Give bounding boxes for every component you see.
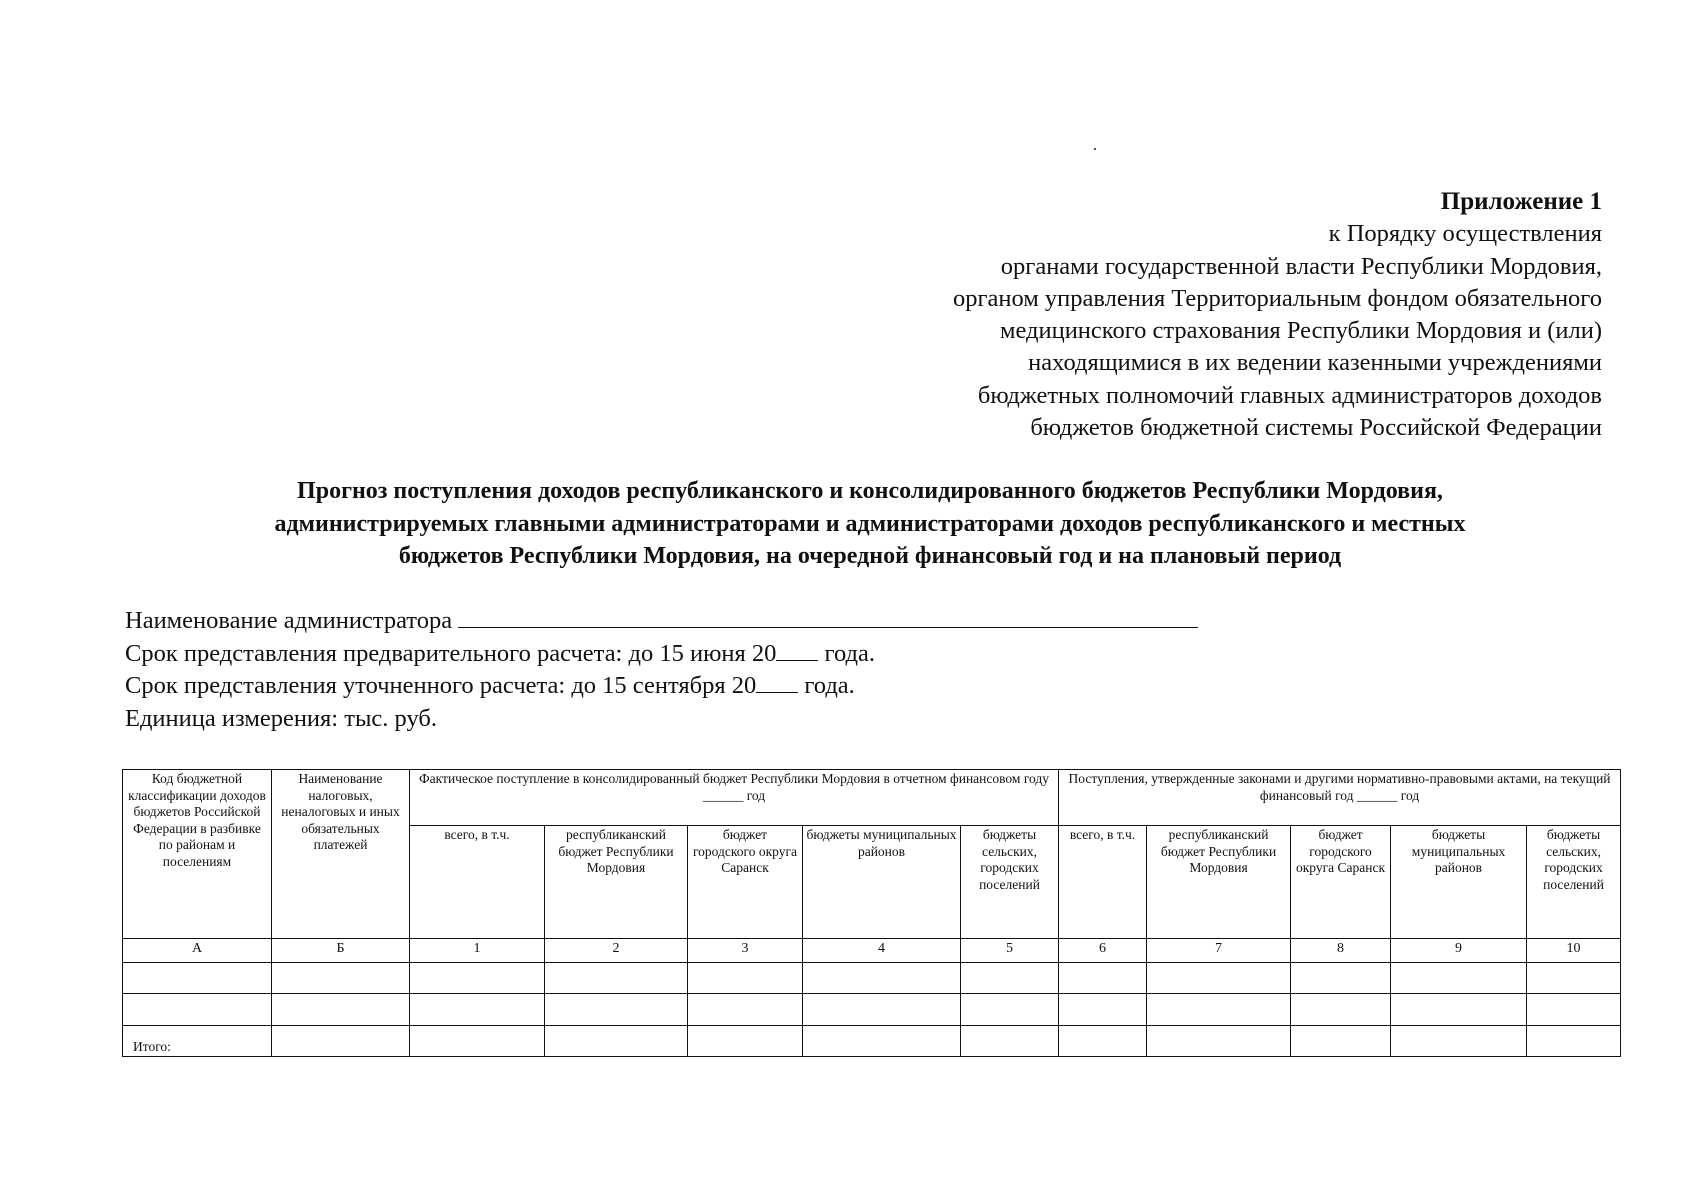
- forecast-table: [122, 769, 1621, 1057]
- index-cell: Б: [272, 939, 410, 963]
- table-cell[interactable]: [1391, 994, 1527, 1026]
- table-cell[interactable]: [1147, 1026, 1291, 1057]
- index-cell: 8: [1291, 939, 1391, 963]
- preliminary-deadline-suffix: года.: [818, 639, 875, 667]
- header-col-3: бюджет городского округа Саранск: [688, 826, 803, 939]
- table-cell[interactable]: [272, 1026, 410, 1057]
- data-row: [123, 994, 1621, 1026]
- administrator-line: [125, 605, 1198, 638]
- table-cell[interactable]: [803, 994, 961, 1026]
- table-cell[interactable]: [961, 994, 1059, 1026]
- table-cell[interactable]: [1147, 994, 1291, 1026]
- header-col-10: бюджеты сельских, городских поселений: [1527, 826, 1621, 939]
- header-col-4: бюджеты муниципальных районов: [803, 826, 961, 939]
- administrator-label: Наименование администратора: [125, 607, 453, 634]
- table-cell[interactable]: [272, 963, 410, 994]
- header-col-a: Код бюджетной классификации доходов бюджетов Российской Федерации в разбивке по районам и поселениям: [123, 770, 272, 939]
- table-cell[interactable]: [1291, 1026, 1391, 1057]
- index-cell: 3: [688, 939, 803, 963]
- data-row: [123, 963, 1621, 994]
- refined-deadline-suffix: года.: [798, 672, 855, 699]
- index-cell: 4: [803, 939, 961, 963]
- table-cell[interactable]: [1291, 963, 1391, 994]
- table-cell[interactable]: [1291, 994, 1391, 1026]
- table-cell[interactable]: [1059, 994, 1147, 1026]
- refined-year-blank[interactable]: [756, 670, 798, 693]
- table-cell[interactable]: [961, 1026, 1059, 1057]
- header-col-7: республиканский бюджет Республики Мордовия: [1147, 826, 1291, 939]
- header-row-1: [123, 770, 1621, 826]
- header-group-actual: Фактическое поступление в консолидированный бюджет Республики Мордовия в отчетном финансовом году ______ год: [410, 770, 1059, 826]
- index-cell: 7: [1147, 939, 1291, 963]
- table-cell[interactable]: [1147, 963, 1291, 994]
- appendix-line: бюджетов бюджетной системы Российской Федерации: [1030, 414, 1602, 442]
- table-cell[interactable]: [545, 1026, 688, 1057]
- appendix-line: медицинского страхования Республики Мордовия и (или): [999, 317, 1602, 345]
- table-cell[interactable]: [1527, 963, 1621, 994]
- header-col-1: всего, в т.ч.: [410, 826, 545, 939]
- table-cell[interactable]: [688, 1026, 803, 1057]
- document-heading: [110, 475, 1630, 573]
- index-cell: А: [123, 939, 272, 963]
- index-cell: 10: [1527, 939, 1621, 963]
- scan-speck: [1094, 148, 1096, 150]
- heading-line: администрируемых главными администраторами и администраторами доходов республиканского и местных: [274, 510, 1466, 537]
- table-cell[interactable]: [1527, 1026, 1621, 1057]
- header-col-9: бюджеты муниципальных районов: [1391, 826, 1527, 939]
- index-cell: 2: [545, 939, 688, 963]
- header-col-8: бюджет городского округа Саранск: [1291, 826, 1391, 939]
- index-cell: 1: [410, 939, 545, 963]
- table-cell[interactable]: [123, 963, 272, 994]
- header-group-approved: Поступления, утвержденные законами и другими нормативно-правовыми актами, на текущий финансовый год ______ год: [1059, 770, 1621, 826]
- preliminary-deadline: [125, 638, 1198, 671]
- header-col-6: всего, в т.ч.: [1059, 826, 1147, 939]
- table-cell[interactable]: [688, 963, 803, 994]
- total-label: Итого:: [123, 1026, 272, 1057]
- header-col-5: бюджеты сельских, городских поселений: [961, 826, 1059, 939]
- refined-deadline: [125, 670, 1198, 703]
- table-cell[interactable]: [1059, 1026, 1147, 1057]
- table-cell[interactable]: [803, 1026, 961, 1057]
- table-cell[interactable]: [1059, 963, 1147, 994]
- appendix-block: [953, 186, 1602, 444]
- index-cell: 6: [1059, 939, 1147, 963]
- info-block: [125, 605, 1198, 735]
- appendix-line: органом управления Территориальным фондом обязательного: [952, 284, 1602, 312]
- appendix-line: органами государственной власти Республики Мордовия,: [1000, 252, 1602, 280]
- header-col-2: республиканский бюджет Республики Мордовия: [545, 826, 688, 939]
- table-cell[interactable]: [688, 994, 803, 1026]
- refined-deadline-text: Срок представления уточненного расчета: до 15 сентября 20: [125, 672, 757, 699]
- appendix-line: находящимися в их ведении казенными учреждениями: [1028, 349, 1602, 377]
- table-cell[interactable]: [410, 1026, 545, 1057]
- index-row: [123, 939, 1621, 963]
- table-cell[interactable]: [123, 994, 272, 1026]
- table-cell[interactable]: [410, 963, 545, 994]
- appendix-line: к Порядку осуществления: [1328, 220, 1602, 248]
- table-cell[interactable]: [961, 963, 1059, 994]
- appendix-title: Приложение 1: [1440, 188, 1602, 215]
- table-cell[interactable]: [1527, 994, 1621, 1026]
- heading-line: Прогноз поступления доходов республиканского и консолидированного бюджетов Республики Мордовия,: [297, 478, 1443, 504]
- table-cell[interactable]: [272, 994, 410, 1026]
- index-cell: 5: [961, 939, 1059, 963]
- table-cell[interactable]: [1391, 963, 1527, 994]
- table-cell[interactable]: [410, 994, 545, 1026]
- table-cell[interactable]: [545, 994, 688, 1026]
- administrator-blank[interactable]: [458, 605, 1198, 628]
- index-cell: 9: [1391, 939, 1527, 963]
- preliminary-deadline-text: Срок представления предварительного расчета: до 15 июня 20: [125, 639, 777, 667]
- total-row: [123, 1026, 1621, 1057]
- table-cell[interactable]: [803, 963, 961, 994]
- appendix-line: бюджетных полномочий главных администраторов доходов: [977, 381, 1602, 409]
- heading-line: бюджетов Республики Мордовия, на очередной финансовый год и на плановый период: [398, 543, 1342, 569]
- header-col-b: Наименование налоговых, неналоговых и иных обязательных платежей: [272, 770, 410, 939]
- table-cell[interactable]: [1391, 1026, 1527, 1057]
- table-cell[interactable]: [545, 963, 688, 994]
- unit-line: Единица измерения: тыс. руб.: [125, 704, 437, 732]
- preliminary-year-blank[interactable]: [776, 638, 818, 661]
